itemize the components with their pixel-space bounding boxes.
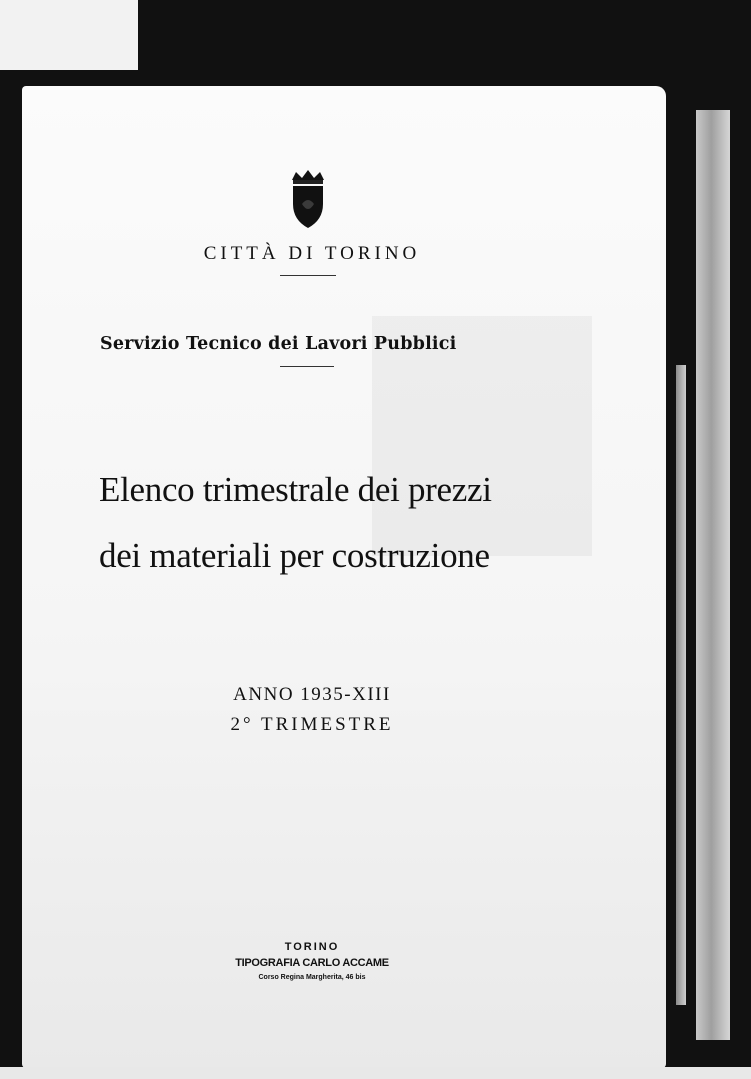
service-name: Servizio Tecnico dei Lavori Pubblici [100, 334, 457, 354]
divider-rule [280, 275, 336, 276]
city-heading: CITTÀ DI TORINO [203, 243, 421, 264]
imprint-address: Corso Regina Margherita, 46 bis [258, 974, 366, 981]
title-page [22, 86, 666, 1068]
page-shadow-strip [676, 365, 686, 1005]
quarter-label: 2° TRIMESTRE [230, 714, 394, 735]
year-label: ANNO 1935-XIII [233, 684, 391, 705]
imprint-city: TORINO [284, 941, 340, 953]
document-title-line-2: dei materiali per costruzione [99, 536, 490, 575]
scan-bottom-margin [0, 1067, 751, 1079]
imprint-printer: TIPOGRAFIA CARLO ACCAME [235, 957, 389, 969]
document-title-line-1: Elenco trimestrale dei prezzi [99, 470, 492, 509]
city-coat-of-arms-icon [288, 170, 328, 230]
divider-rule [280, 366, 334, 367]
adjacent-page-edge [696, 110, 730, 1040]
scan-corner-margin [0, 0, 138, 70]
